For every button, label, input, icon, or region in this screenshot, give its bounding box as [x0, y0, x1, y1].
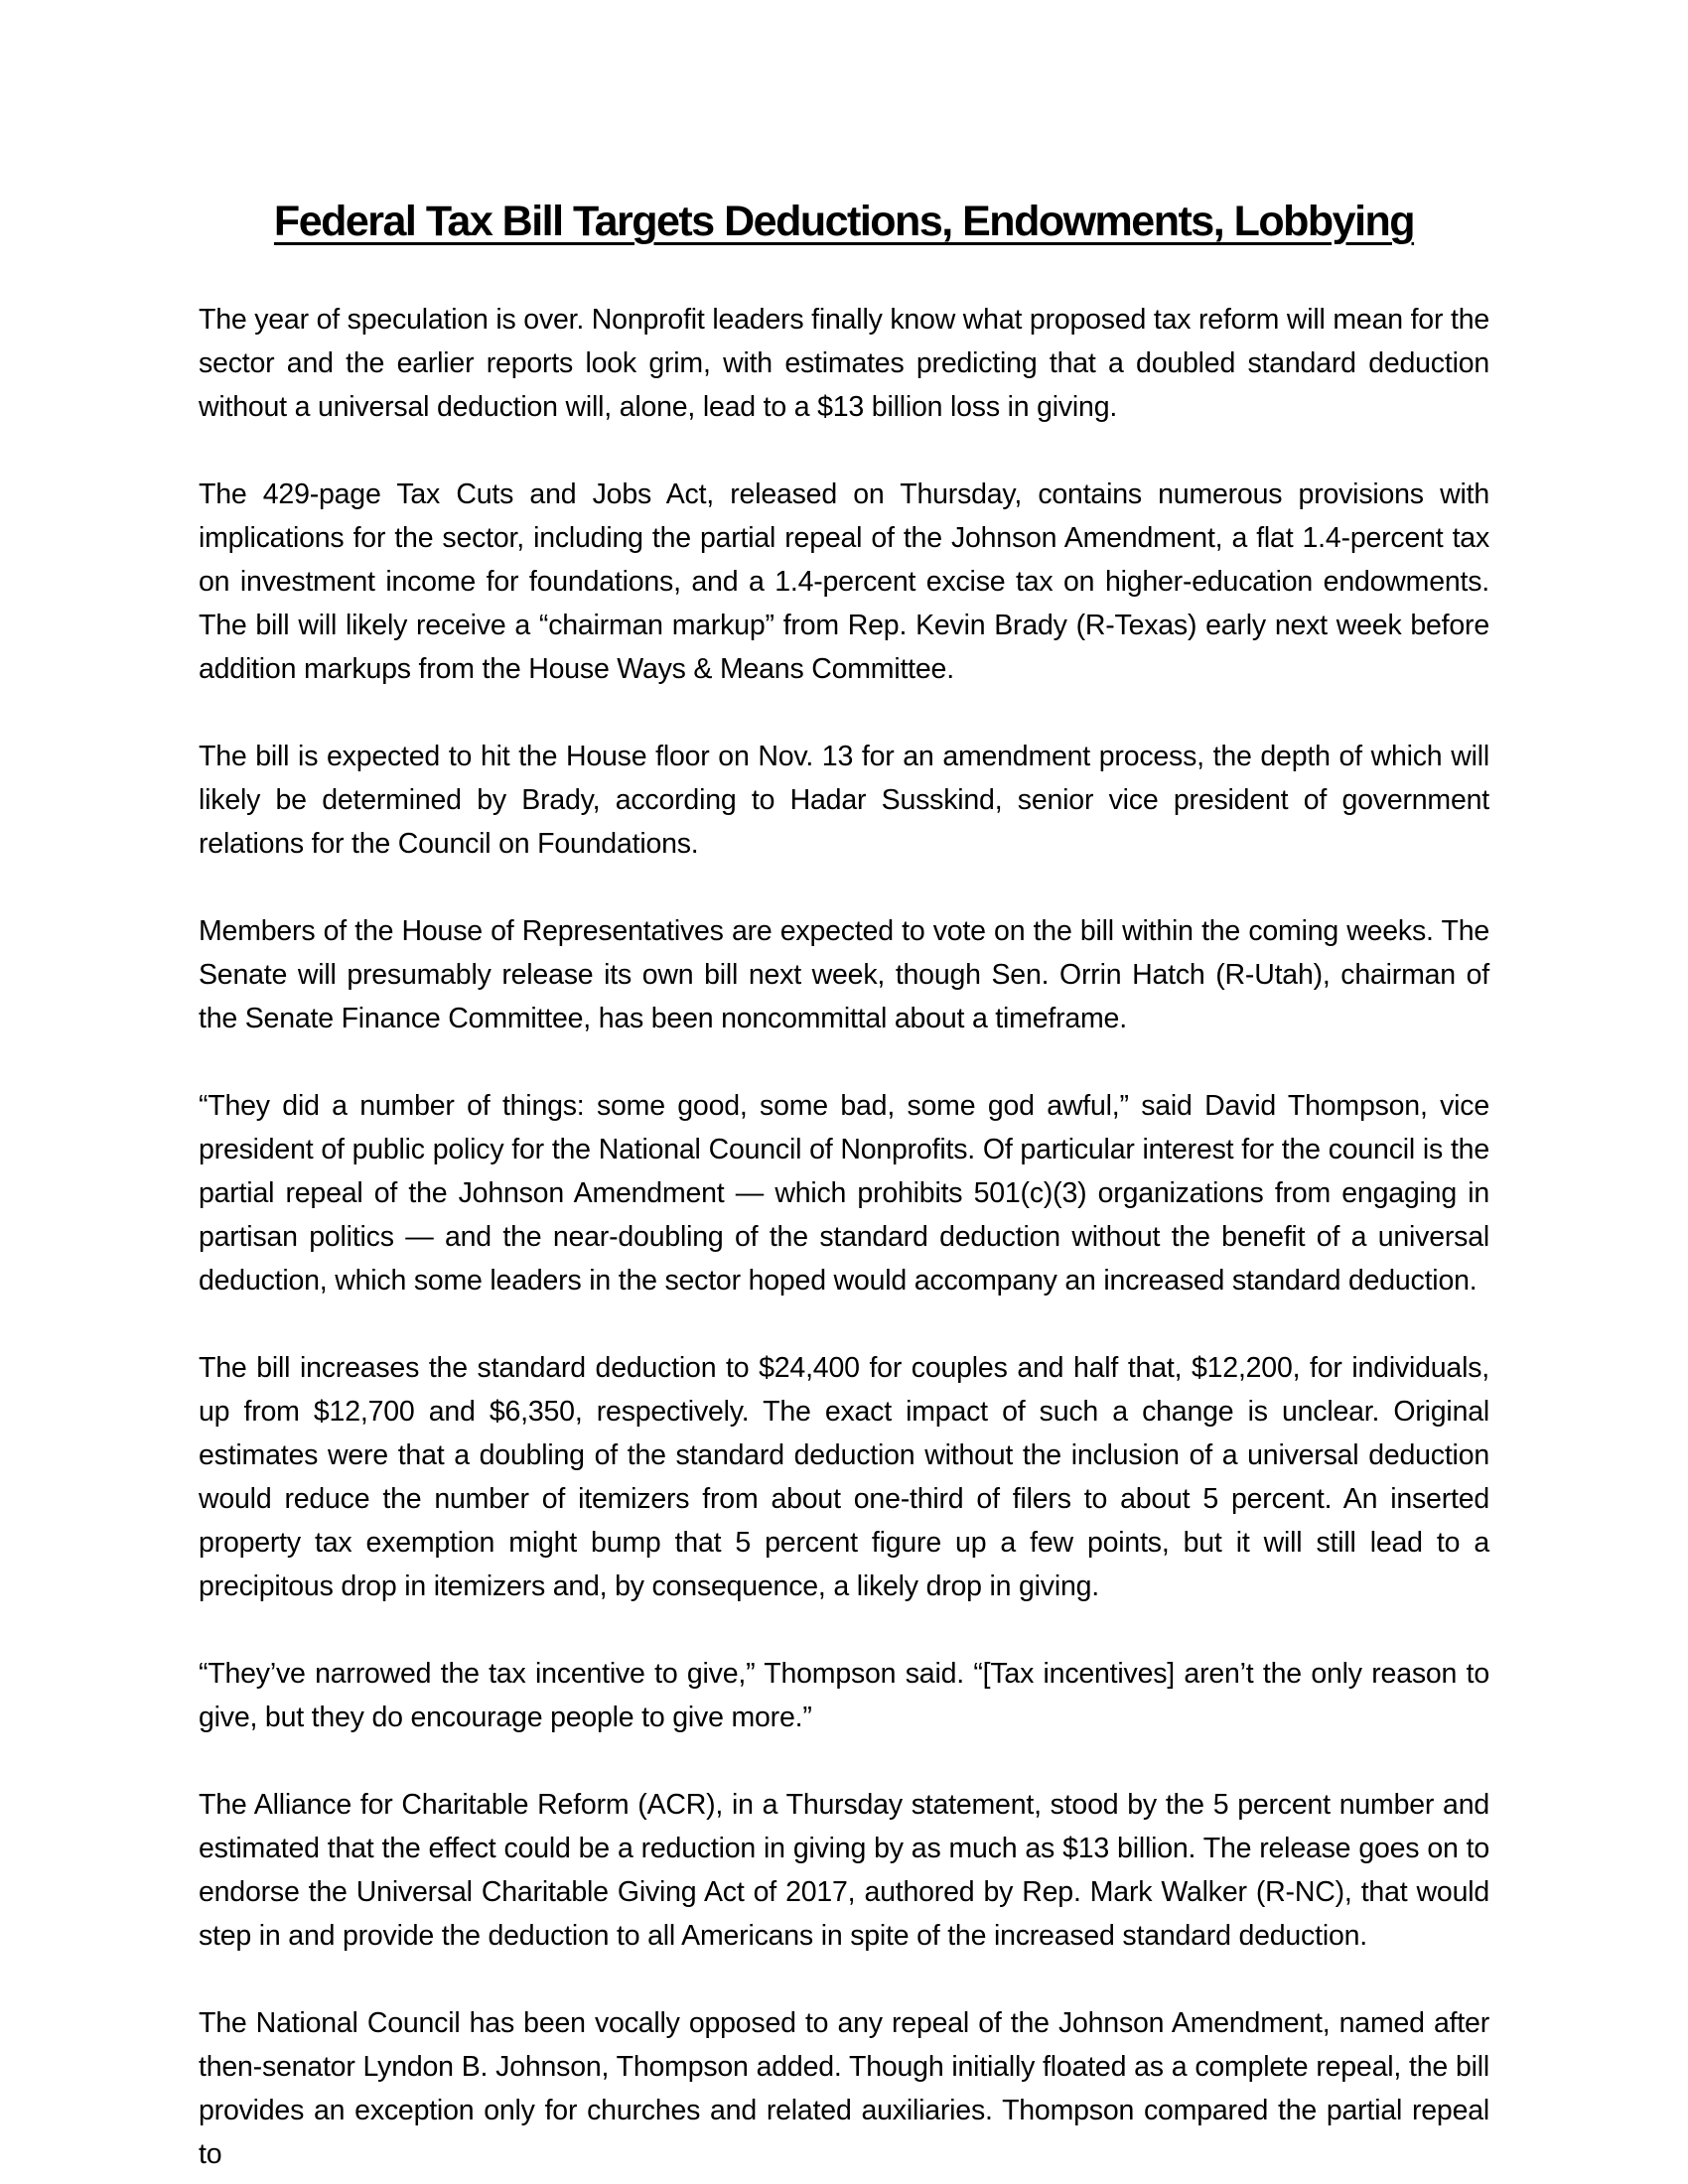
paragraph-3: The bill is expected to hit the House floor on Nov. 13 for an amendment process, the depth of which will likely be determined by Brady, according to Hadar Susskind, senior vice president of government relations for the Council on Foundations.	[199, 740, 1489, 860]
paragraph-6: The bill increases the standard deduction to $24,400 for couples and half that, $12,200, for individuals, up from $12,700 and $6,350, respectively. The exact impact of such a change is unclear. Original estimates were that a doubling of the standard deduction without the inclusion of a universal deduction would reduce the number of itemizers from about one-third of filers to about 5 percent. An inserted property tax exemption might bump that 5 percent figure up a few points, but it will still lead to a precipitous drop in itemizers and, by consequence, a likely drop in giving.	[199, 1351, 1489, 1602]
document-content	[199, 197, 1489, 2176]
paragraph-7: “They’ve narrowed the tax incentive to give,” Thompson said. “[Tax incentives] aren’t the only reason to give, but they do encourage people to give more.”	[199, 1657, 1489, 1733]
document-title: Federal Tax Bill Targets Deductions, Endowments, Lobbying	[273, 198, 1415, 245]
paragraph-2: The 429-page Tax Cuts and Jobs Act, released on Thursday, contains numerous provisions with implications for the sector, including the partial repeal of the Johnson Amendment, a flat 1.4-percent tax on investment income for foundations, and a 1.4-percent excise tax on higher-education endowments. The bill will likely receive a “chairman markup” from Rep. Kevin Brady (R-Texas) early next week before addition markups from the House Ways & Means Committee.	[199, 478, 1489, 685]
paragraph-9: The National Council has been vocally opposed to any repeal of the Johnson Amendment, named after then-senator Lyndon B. Johnson, Thompson added. Though initially floated as a complete repeal, the bill provides an exception only for churches and related auxiliaries. Thompson compared the partial repeal to	[199, 2006, 1489, 2170]
paragraph-4: Members of the House of Representatives are expected to vote on the bill within the coming weeks. The Senate will presumably release its own bill next week, though Sen. Orrin Hatch (R-Utah), chairman of the Senate Finance Committee, has been noncommittal about a timeframe.	[199, 914, 1489, 1034]
paragraph-1: The year of speculation is over. Nonprofit leaders finally know what proposed tax reform will mean for the sector and the earlier reports look grim, with estimates predicting that a doubled standard deduction without a universal deduction will, alone, lead to a $13 billion loss in giving.	[199, 303, 1489, 423]
paragraph-8: The Alliance for Charitable Reform (ACR), in a Thursday statement, stood by the 5 percent number and estimated that the effect could be a reduction in giving by as much as $13 billion. The release goes on to endorse the Universal Charitable Giving Act of 2017, authored by Rep. Mark Walker (R-NC), that would step in and provide the deduction to all Americans in spite of the increased standard deduction.	[199, 1788, 1489, 1952]
paragraph-5: “They did a number of things: some good, some bad, some god awful,” said David Thompson, vice president of public policy for the National Council of Nonprofits. Of particular interest for the council is the partial repeal of the Johnson Amendment — which prohibits 501(c)(3) organizations from engaging in partisan politics — and the near-doubling of the standard deduction without the benefit of a universal deduction, which some leaders in the sector hoped would accompany an increased standard deduction.	[199, 1089, 1489, 1297]
